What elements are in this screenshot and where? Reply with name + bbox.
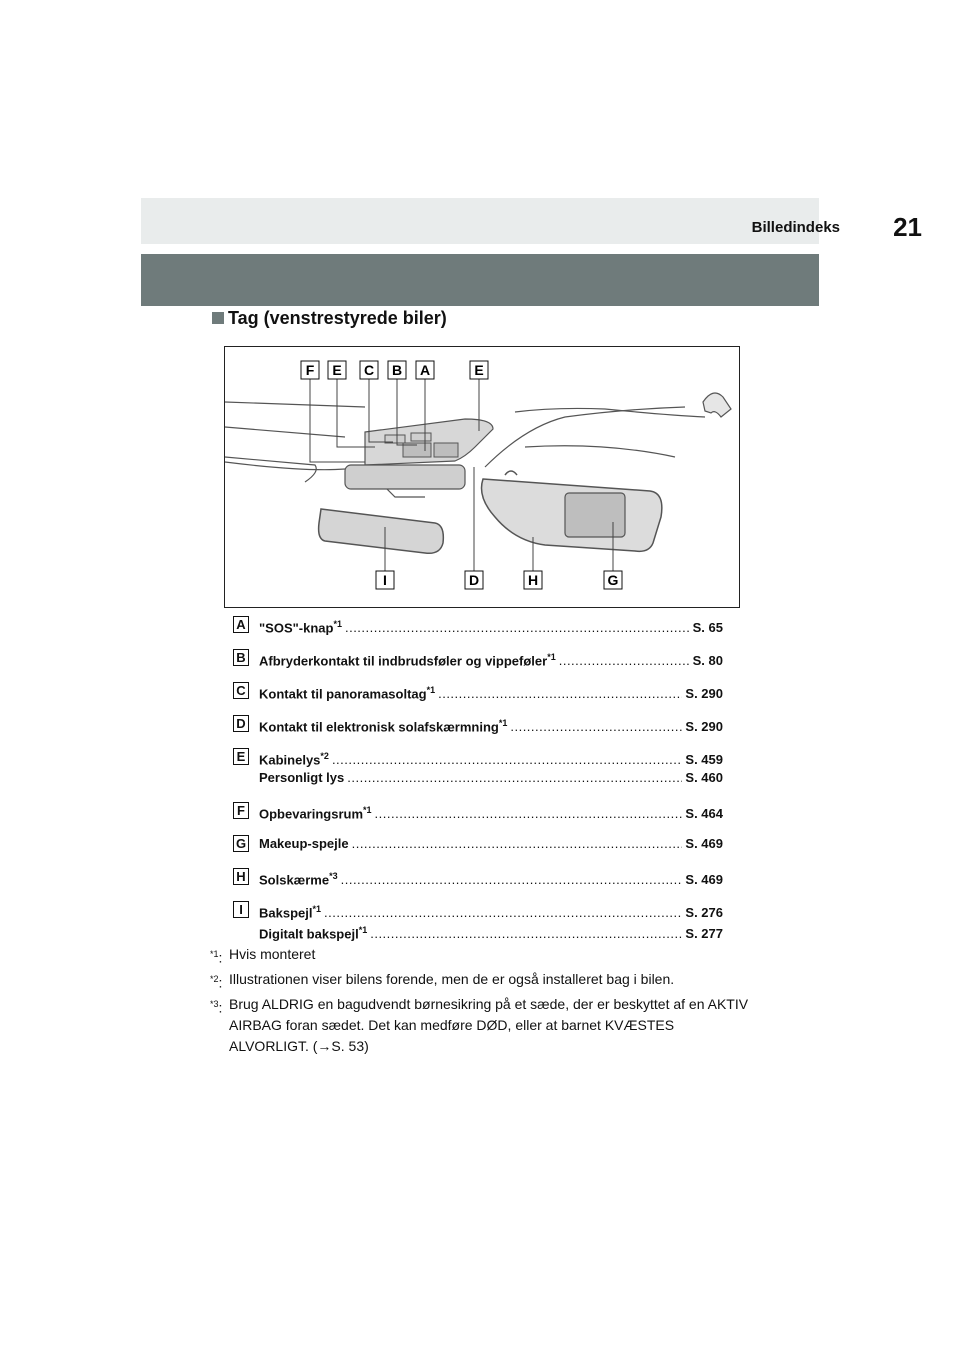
- page-reference[interactable]: S. 80: [692, 653, 723, 669]
- leader-dots: [324, 902, 682, 923]
- diagram-label-text: A: [419, 362, 431, 378]
- diagram-label-d: [465, 571, 483, 589]
- diagram-label-text: B: [391, 362, 403, 378]
- legend-entry: [259, 800, 723, 821]
- footnote-mark-number: *3: [210, 999, 219, 1009]
- legend-entry: [259, 866, 723, 887]
- legend-entry-text: "SOS"-knap: [259, 620, 334, 636]
- page-reference[interactable]: S. 469: [685, 836, 723, 851]
- legend-entry-label: [259, 680, 435, 704]
- legend-entry-text: Personligt lys: [259, 770, 345, 785]
- page-number: 21: [893, 212, 922, 242]
- page-reference[interactable]: S. 464: [685, 806, 723, 822]
- section-title-text: Tag (venstrestyrede biler): [228, 308, 447, 328]
- square-bullet-icon: [212, 312, 224, 324]
- footnote-mark: $^{*1}$:: [210, 949, 223, 966]
- chapter-bar: [141, 254, 819, 306]
- leader-dots: [347, 767, 682, 788]
- legend-entry: [259, 899, 723, 920]
- legend-entry-label: [259, 800, 372, 824]
- legend-entry-text: Bakspejl: [259, 905, 313, 921]
- legend-entry-label: [259, 920, 367, 944]
- legend-entry: [259, 680, 723, 701]
- footnote-text: Brug ALDRIG en bagudvendt børnesikring på et sæde, der er beskyttet af en AKTIV AIRBAG foran sædet. Det kan medføre DØD, eller at barnet KVÆSTES ALVORLIGT. (→S. 53): [229, 996, 749, 1054]
- legend-entry-text: Kontakt til elektronisk solafskærmning: [259, 719, 499, 735]
- diagram-label-text: F: [305, 362, 315, 378]
- page-reference[interactable]: S. 277: [685, 926, 723, 942]
- roof-illustration: [224, 346, 740, 608]
- footnote-ref: *3: [329, 871, 338, 881]
- legend-entry-label: [259, 866, 338, 890]
- footnote: [210, 969, 750, 990]
- legend-letter: I: [233, 901, 249, 918]
- leader-dots: [510, 716, 682, 737]
- legend-letter: C: [233, 682, 249, 699]
- legend-entry-text: Kabinelys: [259, 752, 321, 768]
- leader-dots: [341, 869, 683, 890]
- legend-entry: [259, 614, 723, 635]
- diagram-label-c: [360, 361, 378, 379]
- diagram-label-e-left: [328, 361, 346, 379]
- diagram-label-g: [604, 571, 622, 589]
- diagram-label-e-right: [470, 361, 488, 379]
- leader-dots: [438, 683, 682, 704]
- footnote: [210, 944, 750, 965]
- legend-entry: [259, 920, 723, 941]
- legend-row: [233, 746, 723, 788]
- legend-row: [233, 680, 723, 701]
- legend-letter: E: [233, 748, 249, 765]
- diagram-label-text: H: [527, 572, 539, 588]
- legend-row: [233, 866, 723, 887]
- footnote-mark: $^{*2}$:: [210, 974, 223, 991]
- legend: [233, 614, 723, 953]
- footnote: [210, 994, 750, 1057]
- legend-row: [233, 647, 723, 668]
- header-bar: [141, 198, 819, 244]
- section-label: Billedindeks: [751, 219, 840, 236]
- legend-letter: B: [233, 649, 249, 666]
- page-reference[interactable]: S. 460: [685, 770, 723, 785]
- diagram-label-text: E: [474, 362, 484, 378]
- footnote-mark-number: *2: [210, 974, 219, 984]
- diagram-label-a: [416, 361, 434, 379]
- legend-entry: [259, 746, 723, 767]
- diagram-label-f: [301, 361, 319, 379]
- footnotes: [210, 944, 750, 1061]
- page-reference[interactable]: S. 65: [692, 620, 723, 636]
- footnote-text: Hvis monteret: [229, 946, 316, 962]
- legend-entry-label: [259, 614, 342, 638]
- legend-entry: [259, 833, 723, 854]
- footnote-ref: *2: [320, 751, 329, 761]
- legend-letter: D: [233, 715, 249, 732]
- footnote-mark-number: *1: [210, 949, 219, 959]
- legend-entry-text: Afbryderkontakt til indbrudsføler og vippeføler: [259, 653, 548, 669]
- footnote-ref: *1: [498, 718, 508, 728]
- diagram-label-text: G: [607, 572, 619, 588]
- legend-letter: G: [233, 835, 249, 852]
- legend-entry-text: Solskærme: [259, 872, 330, 888]
- footnote-text: Illustrationen viser bilens forende, men de er også installeret bag i bilen.: [229, 971, 675, 987]
- legend-entry-label: [259, 647, 556, 671]
- roof-illustration-svg: [225, 347, 740, 608]
- legend-letter: F: [233, 802, 249, 819]
- leader-dots: [352, 833, 683, 854]
- footnote-ref: *1: [547, 652, 556, 662]
- legend-entry-label: [259, 767, 344, 788]
- diagram-label-h: [524, 571, 542, 589]
- diagram-label-text: E: [332, 362, 342, 378]
- legend-entry-text: Digitalt bakspejl: [259, 926, 359, 942]
- footnote-ref: *1: [358, 925, 368, 935]
- legend-entry-label: [259, 833, 349, 854]
- section-title: [212, 308, 447, 329]
- footnote-ref: *1: [333, 619, 342, 629]
- diagram-label-i: [376, 571, 394, 589]
- legend-entry-label: [259, 713, 507, 737]
- page-reference[interactable]: S. 290: [685, 719, 723, 735]
- legend-entry-text: Kontakt til panoramasoltag: [259, 686, 427, 702]
- legend-row: [233, 899, 723, 941]
- legend-entry: [259, 767, 723, 788]
- legend-row: [233, 713, 723, 734]
- diagram-label-text: C: [363, 362, 375, 378]
- footnote-ref: *1: [312, 904, 321, 914]
- footnote-ref: *1: [426, 685, 436, 695]
- legend-entry-text: Opbevaringsrum: [259, 806, 364, 822]
- page-reference[interactable]: S. 459: [685, 752, 723, 768]
- diagram-label-text: D: [468, 572, 480, 588]
- page-reference[interactable]: S. 276: [685, 905, 723, 921]
- legend-row: [233, 800, 723, 821]
- legend-letter: A: [233, 616, 249, 633]
- legend-row: [233, 614, 723, 635]
- legend-entry: [259, 647, 723, 668]
- legend-entry-text: Makeup-spejle: [259, 836, 349, 851]
- leader-dots: [559, 650, 690, 671]
- legend-entry: [259, 713, 723, 734]
- page-reference[interactable]: S. 469: [685, 872, 723, 888]
- leader-dots: [345, 617, 690, 638]
- footnote-ref: *1: [363, 805, 372, 815]
- diagram-label-b: [388, 361, 406, 379]
- leader-dots: [370, 923, 682, 944]
- legend-row: [233, 833, 723, 854]
- page-reference[interactable]: S. 290: [685, 686, 723, 702]
- diagram-label-text: I: [383, 572, 387, 588]
- legend-letter: H: [233, 868, 249, 885]
- footnote-mark: $^{*3}$:: [210, 999, 223, 1016]
- leader-dots: [375, 803, 683, 824]
